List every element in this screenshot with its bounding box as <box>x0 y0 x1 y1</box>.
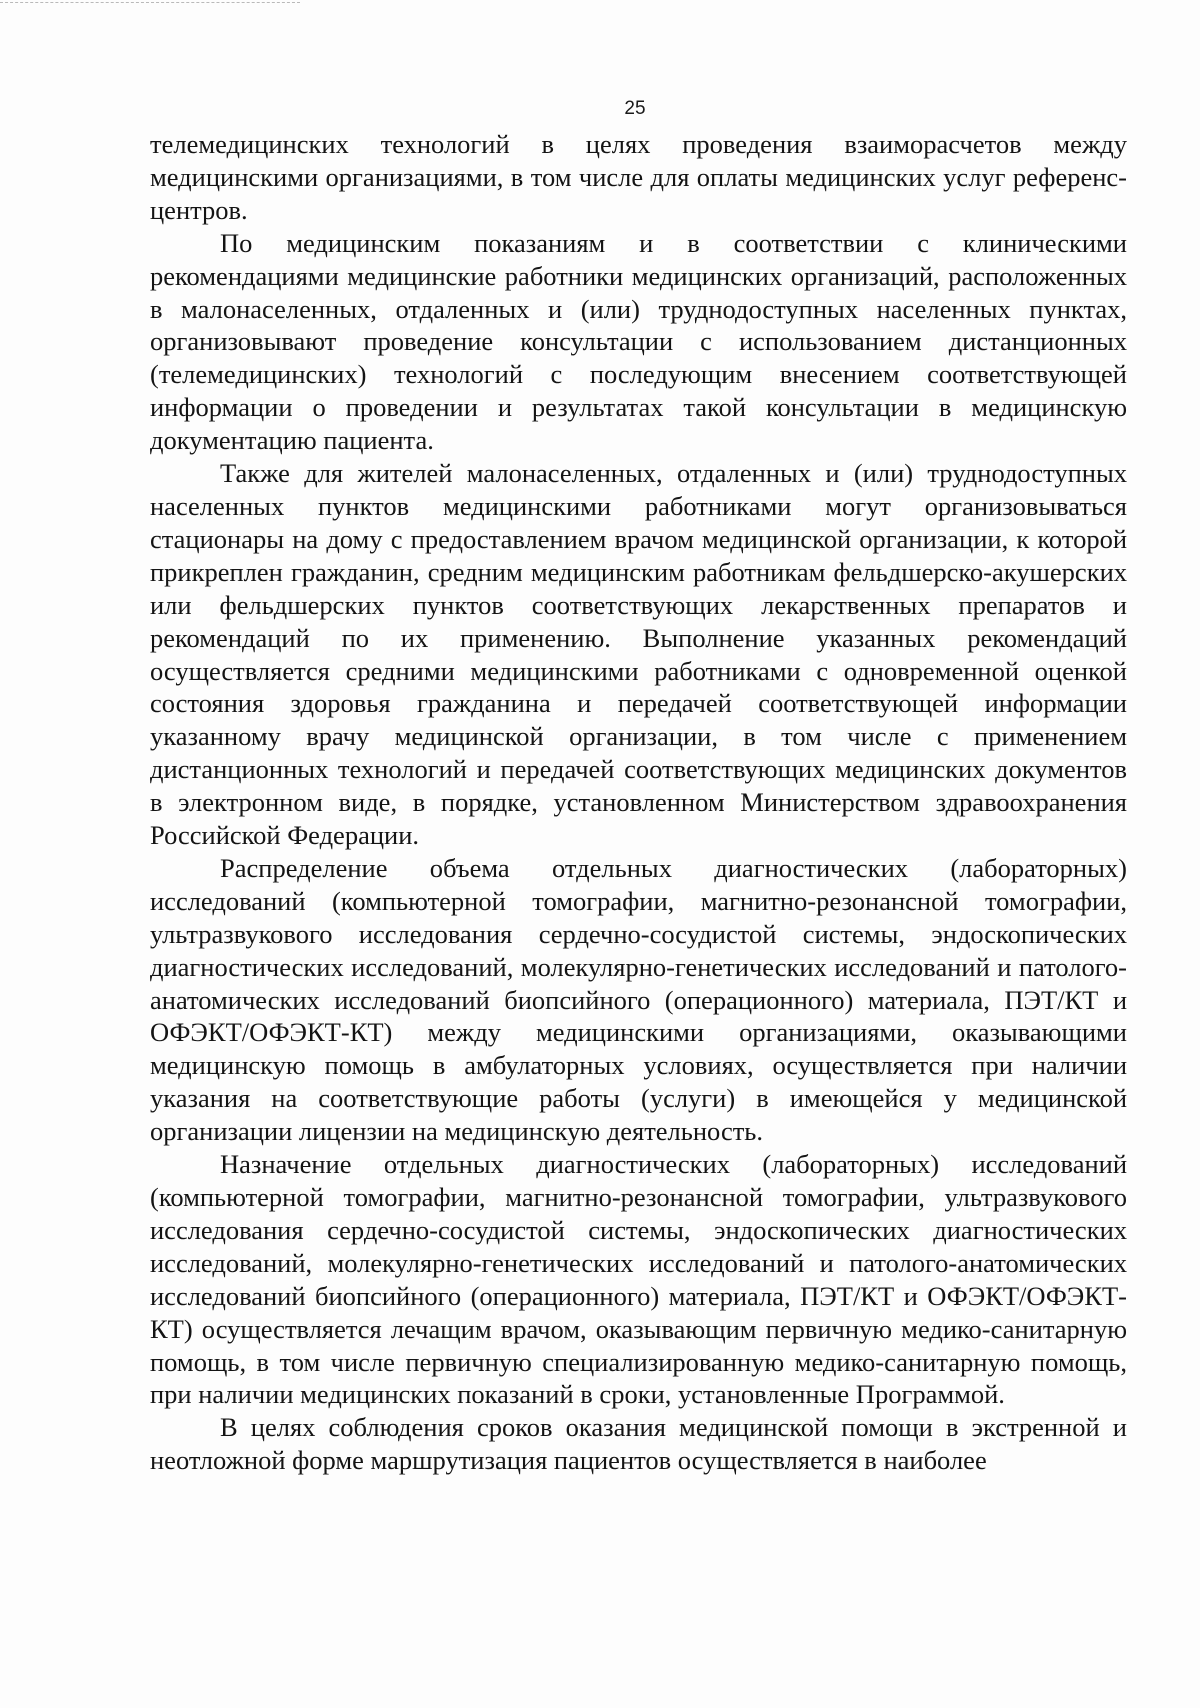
paragraph-telemedicine-consultation: По медицинским показаниям и в соответствии с клиническими рекомендациями медицинские работники медицинских организаций, расположенных в малонаселенных, отдаленных и (или) труднодоступных населенных пунктах, организовывают проведение консультации с использованием дистанционных (телемедицинских) технологий с последующим внесением соответствующей информации о проведении и результатах такой консультации в медицинскую документацию пациента. <box>150 227 1127 456</box>
document-body <box>150 128 1127 1477</box>
paragraph-continuation: телемедицинских технологий в целях проведения взаиморасчетов между медицинскими организациями, в том числе для оплаты медицинских услуг референс-центров. <box>150 129 1127 225</box>
paragraph-home-hospital: Также для жителей малонаселенных, отдаленных и (или) труднодоступных населенных пунктов медицинскими работниками могут организовываться стационары на дому с предоставлением врачом медицинской организации, к которой прикреплен гражданин, средним медицинским работникам фельдшерско-акушерских или фельдшерских пунктов соответствующих лекарственных препаратов и рекомендаций по их применению. Выполнение указанных рекомендаций осуществляется средними медицинскими работниками с одновременной оценкой состояния здоровья гражданина и передачей соответствующей информации указанному врачу медицинской организации, в том числе с применением дистанционных технологий и передачей соответствующих медицинских документов в электронном виде, в порядке, установленном Министерством здравоохранения Российской Федерации. <box>150 458 1127 851</box>
scan-edge-line <box>0 2 300 3</box>
page-number: 25 <box>624 98 646 119</box>
paragraph-diagnostics-distribution: Распределение объема отдельных диагностических (лабораторных) исследований (компьютерной томографии, магнитно-резонансной томографии, ультразвукового исследования сердечно-сосудистой системы, эндоскопических диагностических исследований, молекулярно-генетических исследований и патолого-анатомических исследований биопсийного (операционного) материала, ПЭТ/КТ и ОФЭКТ/ОФЭКТ-КТ) между медицинскими организациями, оказывающими медицинскую помощь в амбулаторных условиях, осуществляется при наличии указания на соответствующие работы (услуги) в имеющейся у медицинской организации лицензии на медицинскую деятельность. <box>150 852 1127 1147</box>
paragraph-diagnostics-prescription: Назначение отдельных диагностических (лабораторных) исследований (компьютерной томографии, магнитно-резонансной томографии, ультразвукового исследования сердечно-сосудистой системы, эндоскопических диагностических исследований, молекулярно-генетических исследований и патолого-анатомических исследований биопсийного (операционного) материала, ПЭТ/КТ и ОФЭКТ/ОФЭКТ-КТ) осуществляется лечащим врачом, оказывающим первичную медико-санитарную помощь, в том числе первичную специализированную медико-санитарную помощь, при наличии медицинских показаний в сроки, установленные Программой. <box>150 1149 1127 1410</box>
paragraph-emergency-routing: В целях соблюдения сроков оказания медицинской помощи в экстренной и неотложной форме маршрутизация пациентов осуществляется в наиболее <box>150 1412 1127 1476</box>
